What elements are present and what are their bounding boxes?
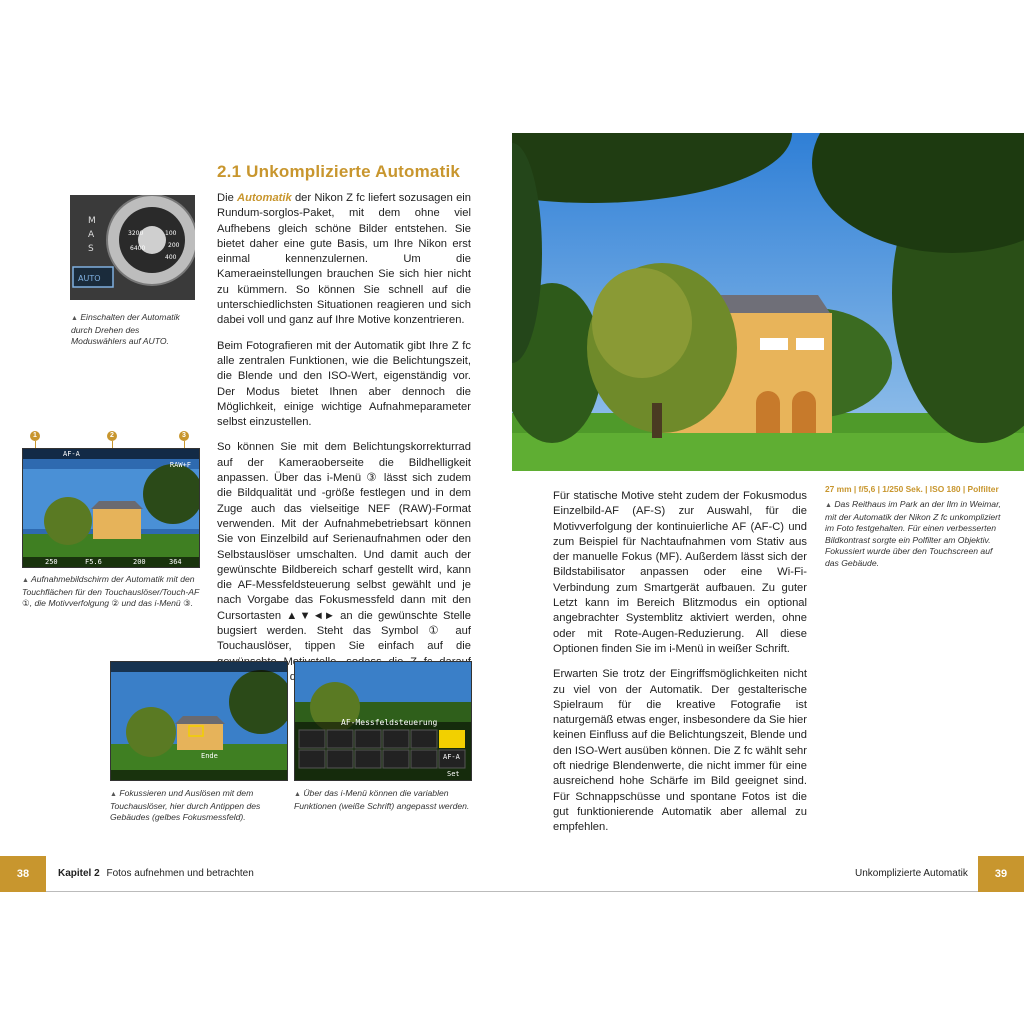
svg-text:AUTO: AUTO — [78, 274, 101, 283]
automatik-highlight: Automatik — [237, 192, 292, 204]
photo-caption: ▲ Das Reithaus im Park an der Ilm in Weimar, mit der Automatik der Nikon Z fc unkompliziert im Foto festgehalten. Für einen verbesserten Bildkontrast sorgte ein Polfilter am Objektiv. Fokussiert wurde über den Touchscreen auf das Gebäude. — [825, 499, 1001, 568]
caption-marker-icon: ▲ — [22, 577, 29, 584]
camera-screen-touch — [110, 661, 288, 781]
page-number-right: 39 — [978, 856, 1024, 892]
svg-text:200: 200 — [168, 242, 180, 249]
imenu-title: AF-Messfeldsteuerung — [341, 718, 438, 727]
svg-text:6400: 6400 — [130, 245, 146, 252]
left-paragraph-2: Beim Fotografieren mit der Automatik gibt Ihre Z fc alle zentralen Funktionen, wie die Belichtungszeit, die Blende und den ISO-Wert, eigenständig vor. Der Modus bietet Ihnen aber dennoch die Möglichkeit, einige wichtige Aufnahmeparameter selbst einzustellen. — [217, 339, 471, 429]
reithaus-photo — [512, 133, 1024, 471]
footer-chapter-label: Kapitel 2 — [58, 868, 100, 879]
camera-screen-auto — [22, 448, 200, 568]
footer-chapter — [58, 856, 254, 892]
caption-marker-icon: ▲ — [71, 315, 78, 322]
caption-marker-icon: ▲ — [110, 791, 117, 798]
callout-3: 3 — [179, 431, 189, 441]
left-paragraph-3: So können Sie mit dem Belichtungskorrekturrad auf der Kameraoberseite die Bildhelligkeit anpassen. Über das i-Menü ③ lässt sich zudem die Bildqualität und -größe festlegen und in dem Zuge auch das vielseitige NEF (RAW)-Format verwenden. Mit der Aufnahmebetriebsart können Sie von Einzelbild auf Serienaufnahmen oder den Selbstauslöser umschalten. Und damit auch der gewünschte Bildbereich scharf gestellt wird, kann die AF-Messfeldsteuerung selbst gewählt und je nach Vorgabe das Fokusmessfeld dann mit den Cursortasten ▲▼◄► an die gewünschte Stelle bugsiert werden. Steht das Symbol ① auf Touchauslöser, tippen Sie einfach auf die — [217, 441, 471, 653]
screen-touch-scene — [111, 662, 287, 780]
screen-frames: 364 — [169, 558, 182, 566]
caption-marker-icon: ▲ — [294, 791, 301, 798]
imenu-set: Set — [447, 770, 460, 778]
imenu-af-a: AF-A — [443, 753, 460, 761]
svg-text:400: 400 — [165, 254, 177, 261]
right-paragraph-1: Für statische Motive steht zudem der Fokusmodus Einzelbild-AF (AF-S) zur Auswahl, für die Motivverfolgung der kontinuierliche AF (AF-C) und zum Beispiel für Nachtaufnahmen vom Stativ aus der manuelle Fokus (MF). Außerdem lässt sich der Bildstabilisator anpassen oder eine Wi-Fi-Verbindung zum Smartgerät aufbauen. Zu guter Letzt kann im Bereich Blitzmodus ein optional angebrachter Systemblitz aktiviert werden, ohne oder mit Rote-Augen-Reduzierung. All diese Optionen finden Sie im i-Menü in weißer Schrift. — [553, 490, 807, 655]
section-heading: 2.1 Unkomplizierte Automatik — [217, 162, 461, 181]
screen-aperture: F5.6 — [85, 558, 102, 566]
right-paragraph-2: Erwarten Sie trotz der Eingriffsmöglichkeiten nicht zu viel von der Automatik. Der gestalterische Spielraum für die kreative Fotografie ist naturgemäß etwas enger, insbesondere da Sie hier keinen Einfluss auf die Belichtungszeit, Blende und den ISO-Wert ausüben können. Die Z fc wählt sehr oft niedrige Blendenwerte, die nicht immer für eine ausreichend hohe Schärfe im Bild geeignet sind. Für Schnappschüsse und spontane Fotos ist die gut funktionierende Automatik aber allemal zu empfehlen. — [553, 668, 807, 834]
screen-raw: RAW+F — [169, 461, 191, 469]
mode-dial-photo — [70, 195, 195, 300]
footer-chapter-title: Fotos aufnehmen und betrachten — [106, 868, 254, 879]
left-body-text — [217, 191, 471, 695]
svg-text:A: A — [88, 230, 95, 240]
page-number-left: 38 — [0, 856, 46, 892]
caption-touch: ▲ Fokussieren und Auslösen mit dem Touchauslöser, hier durch Antippen des Gebäudes (gelbes Fokusmessfeld). — [110, 788, 261, 823]
svg-text:S: S — [88, 244, 94, 254]
callout-1: 1 — [30, 431, 40, 441]
screen-end-label: Ende — [201, 752, 218, 760]
caption-imenu: ▲ Über das i-Menü können die variablen Funktionen (weiße Schrift) angepasst werden. — [294, 788, 470, 811]
right-body-text — [553, 489, 807, 846]
screen-shutter: 250 — [45, 558, 58, 566]
screen-af: AF-A — [63, 450, 80, 458]
screen-iso: 200 — [133, 558, 146, 566]
svg-text:3200: 3200 — [128, 230, 144, 237]
left-paragraph-1: Die Automatik der Nikon Z fc liefert sozusagen ein Rundum-sorglos-Paket, mit dem ohne viel Aufhebens gleich schöne Bilder entstehen. Sie bietet daher eine gute Basis, um Ihre Nikon erst einmal kennenzulernen. Um die Kameraeinstellungen brauchen Sie sich hier nicht zu kümmern. So können Sie schnell auf die unterschiedlichsten Situationen reagieren und sich dabei voll und ganz auf Ihre Motive konzentrieren. — [217, 192, 472, 327]
svg-text:M: M — [88, 216, 96, 226]
caption-dial: ▲ Einschalten der Automatik durch Drehen des Moduswählers auf AUTO. — [71, 312, 180, 347]
callout-2: 2 — [107, 431, 117, 441]
photo-caption-meta: 27 mm | f/5,6 | 1/250 Sek. | ISO 180 | Polfilter — [825, 484, 999, 494]
caption-screen: ▲ Aufnahmebildschirm der Automatik mit den Touchflächen für den Touchauslöser/Touch-AF ①, die Motivverfolgung ② und das i-Menü ③. — [22, 574, 200, 609]
svg-text:100: 100 — [165, 230, 177, 237]
camera-screen-imenu — [294, 661, 472, 781]
caption-marker-icon: ▲ — [825, 502, 832, 509]
footer-right-title: Unkomplizierte Automatik — [855, 868, 968, 879]
